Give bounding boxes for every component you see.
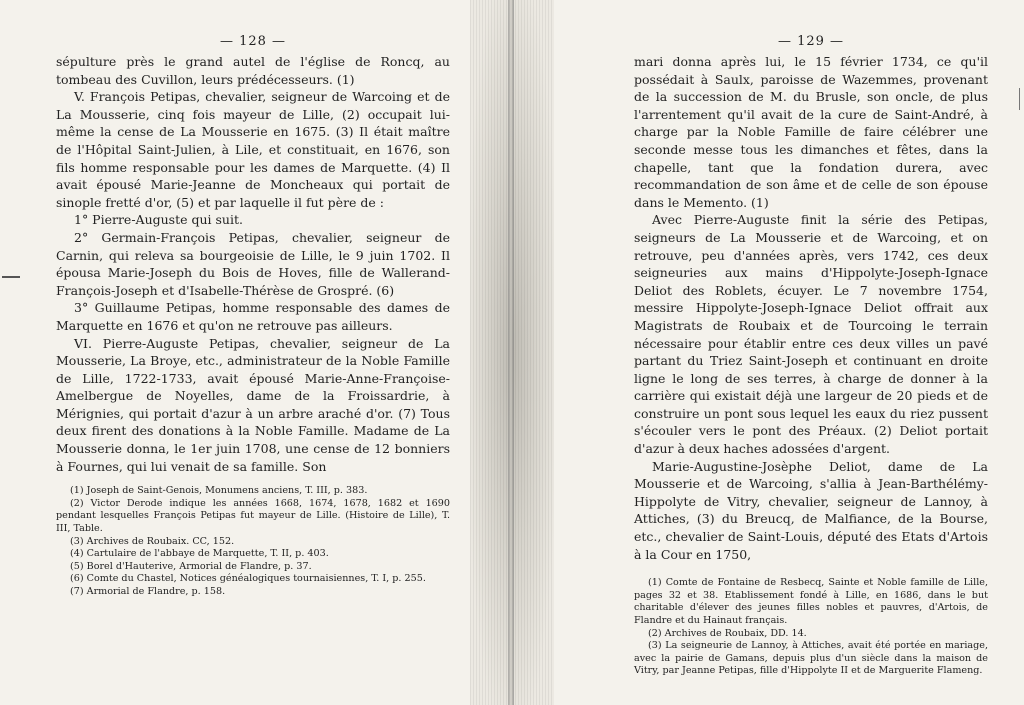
paragraph: mari donna après lui, le 15 février 1734, ce qu'il possédait à Saulx, paroisse de Wazemmes, provenant de la succession de M. du Brusle, son oncle, de plus l'arrentement qu'il avait de la cure de Saint-André, à charge par la Noble Famille de faire célébrer une seconde messe tous les dimanches et fêtes, dans la chapelle, tant que la fondation durera, avec recommandation de son âme et de celle de son épouse dans le Memento. (1) [634, 54, 988, 210]
page-number-left: — 128 — [219, 34, 287, 49]
right-page [554, 0, 1024, 705]
footnote: (1) Joseph de Saint-Genois, Monumens anciens, T. III, p. 383. [70, 485, 368, 497]
footnote: (2) Victor Derode indique les années 1668, 1674, 1678, 1682 et 1690 pendant lesquelles François Petipas fut mayeur de Lille. (Histoire de Lille), T. III, Table. [56, 497, 450, 535]
footnote: (4) Cartulaire de l'abbaye de Marquette, T. II, p. 403. [70, 548, 329, 560]
footnote: (7) Armorial de Flandre, p. 158. [70, 586, 226, 597]
right-body [634, 53, 988, 563]
book-spine [508, 0, 514, 705]
paragraph: 3° Guillaume Petipas, homme responsable des dames de Marquette en 1676 et qu'on ne retrouve pas ailleurs. [56, 300, 450, 333]
paragraph: sépulture près le grand autel de l'église de Roncq, au tombeau des Cuvillon, leurs prédécesseurs. (1) [56, 54, 450, 87]
footnote: (3) La seigneurie de Lannoy, à Attiches, avait été portée en mariage, avec la pairie de Gamans, depuis plus d'un siècle dans la maison de Vitry, par Jeanne Petipas, fille d'Hippolyte II et de Marguerite Flameng. [634, 640, 988, 677]
footnote: (5) Borel d'Hauterive, Armorial de Flandre, p. 37. [70, 560, 312, 572]
footnote: (1) Comte de Fontaine de Resbecq, Sainte et Noble famille de Lille, pages 32 et 38. Etablissement fondé à Lille, en 1686, dans le but charitable d'élever des jeunes filles nobles et pauvres, d'Artois, de Flandre et du Hainaut français. [634, 577, 988, 626]
book-gutter [470, 0, 554, 705]
paragraph: 2° Germain-François Petipas, chevalier, seigneur de Carnin, qui releva sa bourgeoisie de Lille, le 9 juin 1702. Il épousa Marie-Joseph du Bois de Hoves, fille de Wallerand-François-Joseph et d'Isabelle-Thérèse de Grospré. (6) [56, 229, 450, 298]
footnote: (3) Archives de Roubaix. CC, 152. [70, 535, 235, 547]
paragraph: Marie-Augustine-Josèphe Deliot, dame de La Mousserie et de Warcoing, s'allia à Jean-Barthélémy-Hippolyte de Vitry, chevalier, seigneur de Lannoy, à Attiches, (3) du Breucq, de Malfiance, de la Bourse, etc., chevalier de Saint-Louis, député des Etats d'Artois à la Cour en 1750, [634, 458, 988, 562]
left-page [0, 0, 470, 705]
footnotes-right [634, 577, 988, 678]
footnote: (6) Comte du Chastel, Notices généalogiques tournaisiennes, T. I, p. 255. [70, 573, 426, 585]
paragraph: V. François Petipas, chevalier, seigneur de Warcoing et de La Mousserie, cinq fois mayeur de Lille, (2) occupait lui-même la cense de La Mousserie en 1675. (3) Il était maître de l'Hôpital Saint-Julien, à Lile, et constituait, en 1676, son fils homme responsable pour les dames de Marquette. (4) Il avait épousé Marie-Jeanne de Moncheaux qui portait de sinople fretté d'or, (5) et par laquelle il fut père de : [56, 89, 450, 210]
page-number-right: — 129 — [777, 34, 845, 49]
footnotes-left [56, 485, 450, 598]
left-body [56, 53, 450, 475]
paragraph: Avec Pierre-Auguste finit la série des Petipas, seigneurs de La Mousserie et de Warcoing, et on retrouve, peu d'années après, vers 1742, ces deux seigneuries aux mains d'Hippolyte-Joseph-Ignace Deliot des Roblets, écuyer. Le 7 novembre 1754, messire Hippolyte-Joseph-Ignace Deliot offrait aux Magistrats de Roubaix et de Tourcoing le terrain nécessaire pour établir entre ces deux villes un pavé partant du Triez Saint-Joseph et continuant en droite ligne le long de ses terres, à charge de donner à la carrière qui existait déjà une largeur de 20 pieds et de construire un pont sous lequel les eaux du riez pussent s'écouler vers le pont des Préaux. (2) Deliot portait d'azur à deux haches adossées d'argent. [634, 212, 988, 457]
paragraph: VI. Pierre-Auguste Petipas, chevalier, seigneur de La Mousserie, La Broye, etc., administrateur de la Noble Famille de Lille, 1722-1733, avait épousé Marie-Anne-Françoise-Amelbergue de Noyelles, dame de la Froissardrie, à Mérignies, qui portait d'azur à un arbre araché d'or. (7) Tous deux firent des donations à la Noble Famille. Madame de La Mousserie donna, le 1er juin 1708, une cense de 12 bonniers à Fournes, qui lui venait de sa famille. Son [56, 335, 450, 474]
margin-mark [1013, 88, 1020, 110]
paragraph: 1° Pierre-Auguste qui suit. [74, 212, 243, 228]
footnote: (2) Archives de Roubaix, DD. 14. [648, 627, 807, 639]
margin-mark [2, 276, 20, 278]
